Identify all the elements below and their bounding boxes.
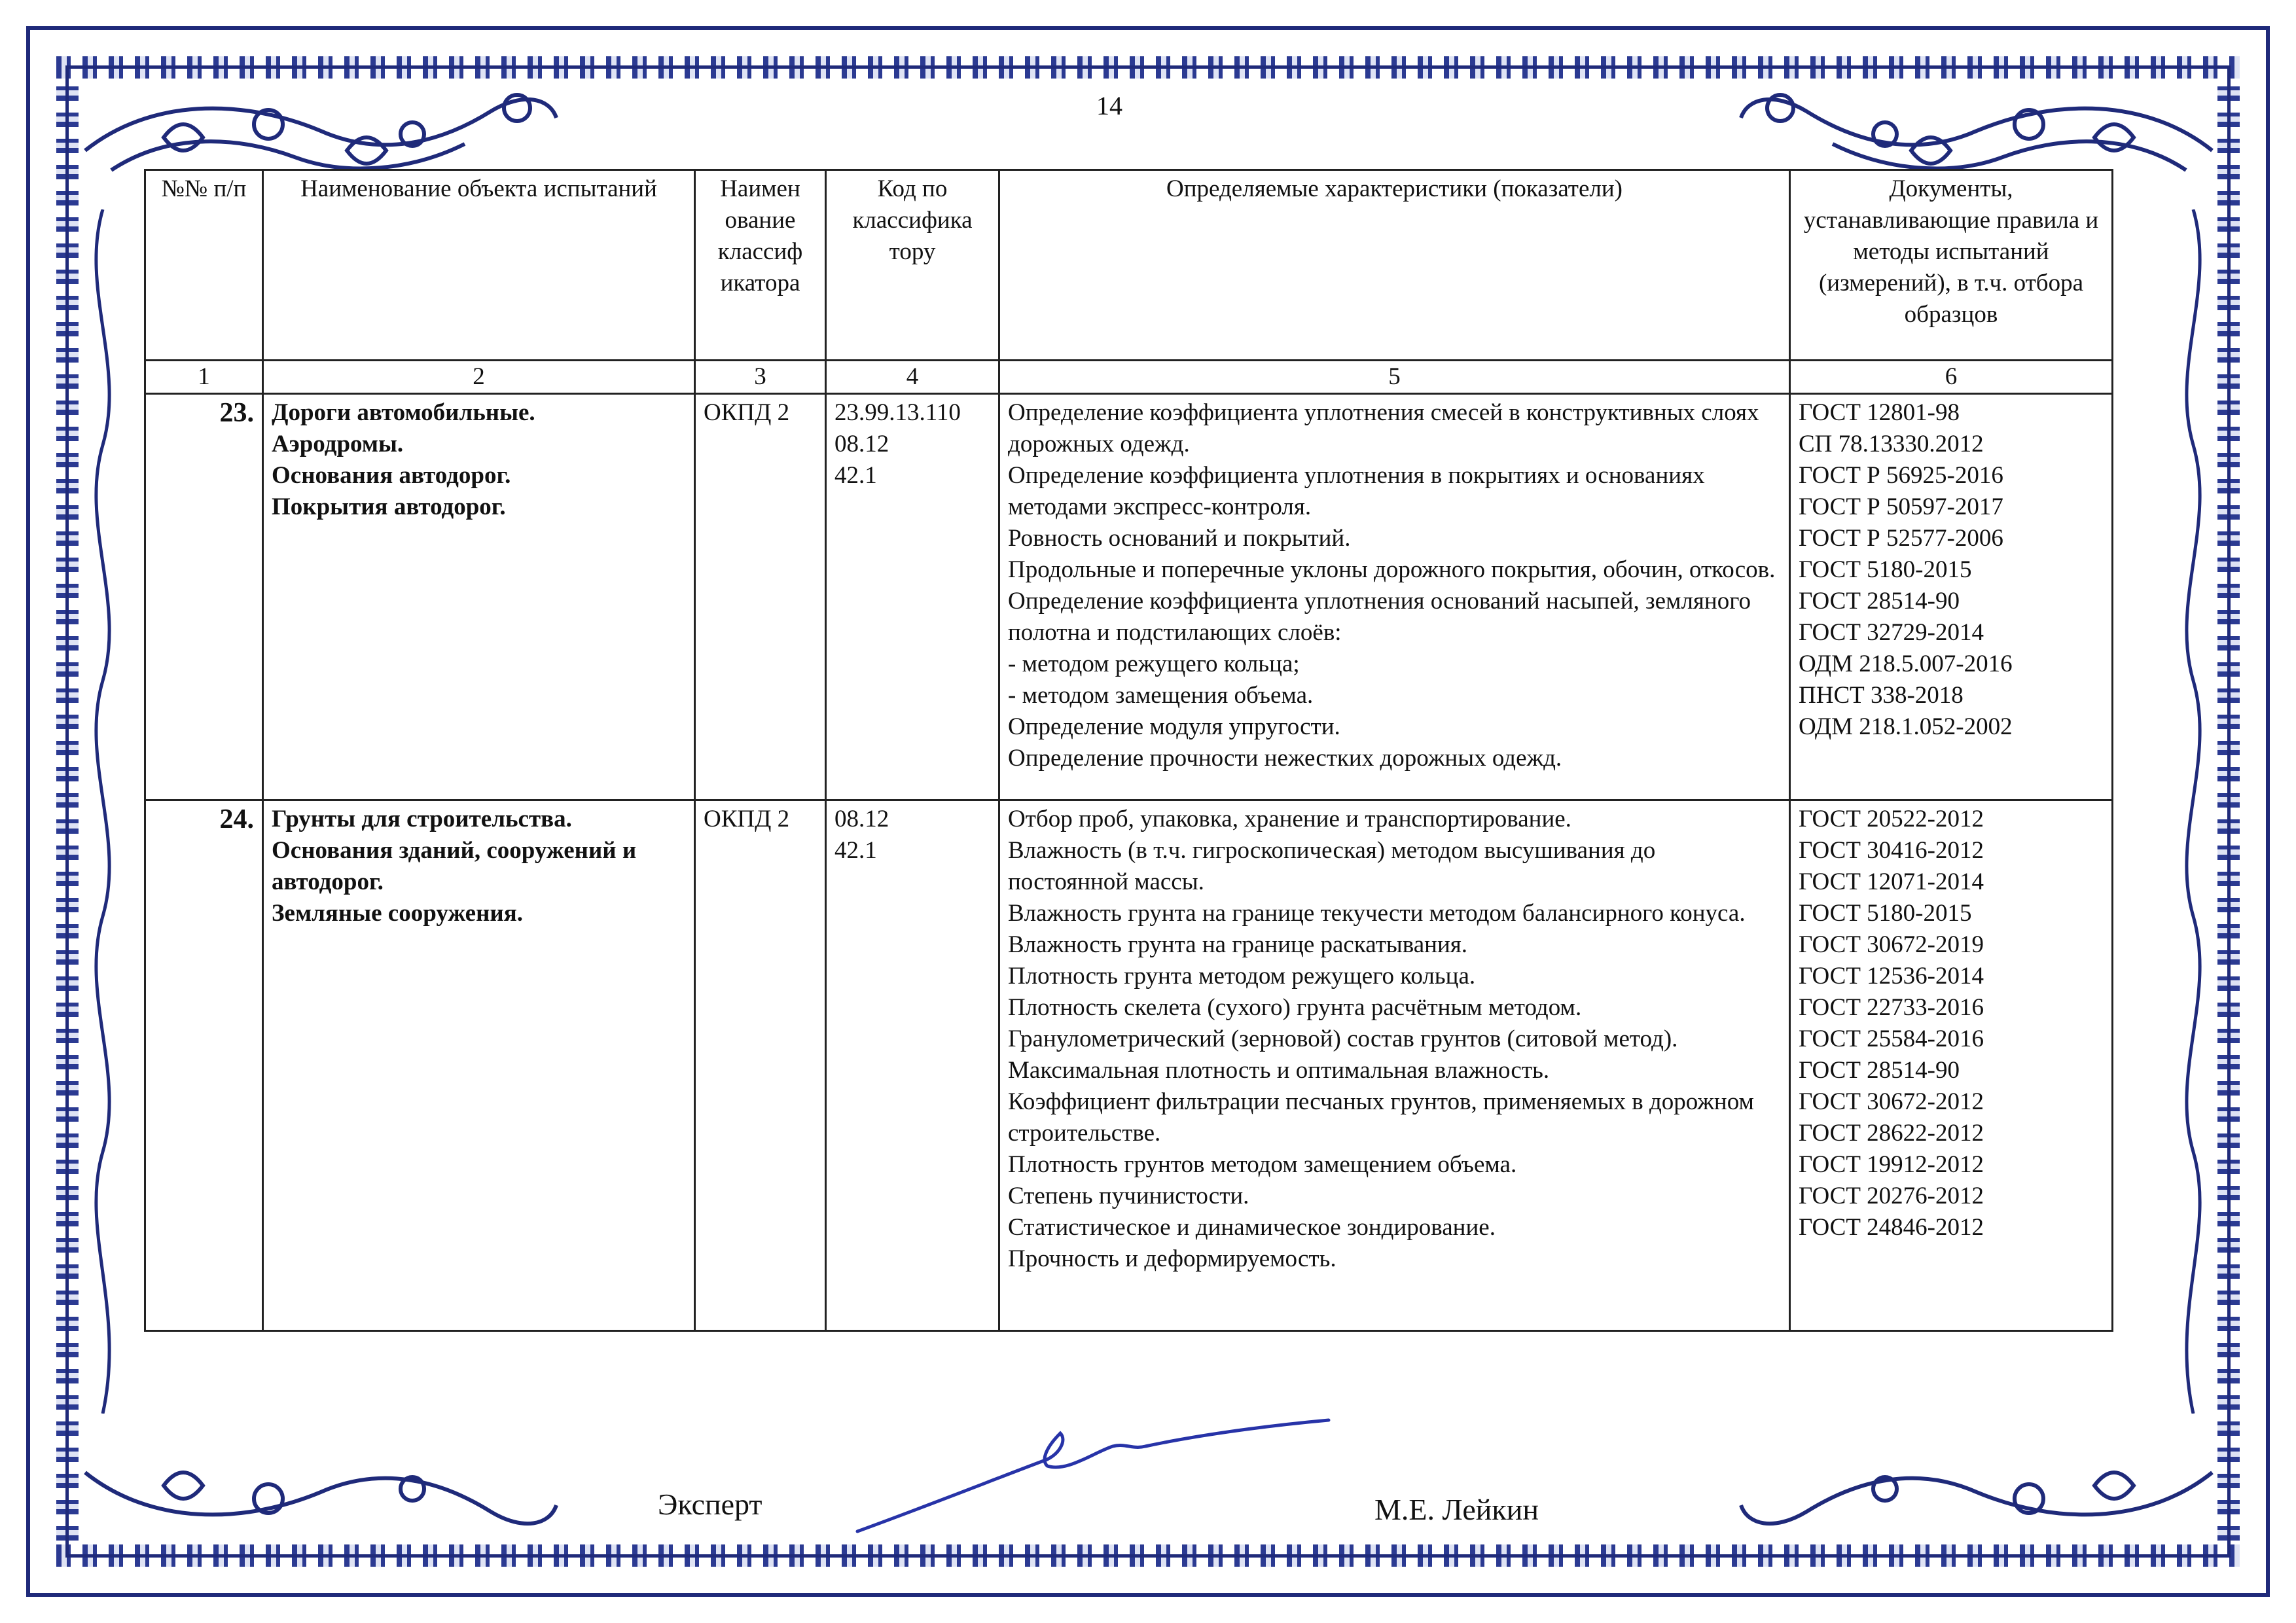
document-item: ГОСТ 32729-2014 (1799, 619, 1984, 646)
object-line: Дороги автомобильные. (272, 399, 535, 426)
document-item: ГОСТ 25584-2016 (1799, 1026, 1984, 1052)
document-item: ГОСТ 20276-2012 (1799, 1183, 1984, 1209)
column-number: 2 (263, 361, 695, 394)
object-line: Основания зданий, сооружений и автодорог. (272, 837, 637, 895)
documents-cell (1790, 800, 2113, 1331)
characteristic-item: Ровность оснований и покрытий. (1008, 525, 1351, 552)
characteristic-item: Статистическое и динамическое зондирование. (1008, 1214, 1496, 1241)
document-item: ОДМ 218.1.052-2002 (1799, 713, 2013, 740)
column-number: 5 (999, 361, 1790, 394)
column-number: 3 (695, 361, 826, 394)
column-number: 6 (1790, 361, 2113, 394)
document-item: ОДМ 218.5.007-2016 (1799, 651, 2013, 677)
ornament-right-vine-icon (2164, 209, 2223, 1414)
header-classifier: Наимен ование классиф икатора (695, 170, 826, 361)
object-line: Аэродромы. (272, 431, 404, 457)
characteristic-item: Плотность грунта методом режущего кольца. (1008, 963, 1476, 990)
column-number-row (145, 361, 2113, 394)
document-item: ГОСТ Р 52577-2006 (1799, 525, 2003, 552)
code-line: 42.1 (834, 837, 877, 864)
characteristic-item: Гранулометрический (зерновой) состав грунтов (ситовой метод). (1008, 1026, 1678, 1052)
document-item: ГОСТ 24846-2012 (1799, 1214, 1984, 1241)
test-objects-table (144, 169, 2113, 1332)
object-line: Грунты для строительства. (272, 806, 572, 832)
characteristic-item: - методом замещения объема. (1008, 682, 1314, 709)
characteristic-item: Определение прочности нежестких дорожных одежд. (1008, 745, 1562, 772)
object-line: Земляные сооружения. (272, 900, 524, 927)
object-line: Покрытия автодорог. (272, 493, 506, 520)
characteristic-item: Определение коэффициента уплотнения в покрытиях и основаниях методами экспресс-контроля. (1008, 462, 1705, 520)
characteristic-item: Влажность грунта на границе раскатывания. (1008, 931, 1468, 958)
document-item: ГОСТ 30672-2019 (1799, 931, 1984, 958)
document-item: ГОСТ 5180-2015 (1799, 556, 1972, 583)
characteristics-cell (999, 394, 1790, 800)
code-cell (826, 800, 999, 1331)
table-header-row (145, 170, 2113, 361)
document-item: ГОСТ Р 50597-2017 (1799, 493, 2003, 520)
characteristic-item: Коэффициент фильтрации песчаных грунтов, применяемых в дорожном строительстве. (1008, 1088, 1754, 1147)
document-item: ГОСТ Р 56925-2016 (1799, 462, 2003, 489)
ornament-bottom-right-icon (1728, 1427, 2225, 1551)
document-item: СП 78.13330.2012 (1799, 431, 1984, 457)
object-line: Основания автодорог. (272, 462, 511, 489)
object-cell (263, 800, 695, 1331)
document-item: ГОСТ 28514-90 (1799, 1057, 1960, 1084)
column-number: 4 (826, 361, 999, 394)
header-code: Код по классифика тору (826, 170, 999, 361)
page-number: 14 (1096, 91, 1122, 120)
characteristic-item: Плотность грунтов методом замещением объема. (1008, 1151, 1517, 1178)
header-object: Наименование объекта испытаний (263, 170, 695, 361)
document-item: ГОСТ 5180-2015 (1799, 900, 1972, 927)
expert-name: М.Е. Лейкин (1374, 1493, 1539, 1526)
characteristic-item: Определение коэффициента уплотнения оснований насыпей, земляного полотна и подстилающих слоёв: (1008, 588, 1751, 646)
characteristic-item: Влажность грунта на границе текучести методом балансирного конуса. (1008, 900, 1746, 927)
document-item: ГОСТ 12801-98 (1799, 399, 1960, 426)
document-item: ГОСТ 28514-90 (1799, 588, 1960, 615)
characteristic-item: Определение коэффициента уплотнения смесей в конструктивных слоях дорожных одежд. (1008, 399, 1759, 457)
characteristic-item: Прочность и деформируемость. (1008, 1245, 1336, 1272)
characteristics-cell (999, 800, 1790, 1331)
document-item: ГОСТ 22733-2016 (1799, 994, 1984, 1021)
header-number: №№ п/п (145, 170, 263, 361)
row-number: 23. (145, 394, 263, 800)
document-item: ГОСТ 28622-2012 (1799, 1120, 1984, 1147)
document-item: ГОСТ 20522-2012 (1799, 806, 1984, 832)
characteristic-item: - методом режущего кольца; (1008, 651, 1300, 677)
characteristic-item: Максимальная плотность и оптимальная влажность. (1008, 1057, 1550, 1084)
document-item: ГОСТ 19912-2012 (1799, 1151, 1984, 1178)
characteristic-item: Степень пучинистости. (1008, 1183, 1249, 1209)
header-documents: Документы, устанавливающие правила и методы испытаний (измерений), в т.ч. отбора образцов (1790, 170, 2113, 361)
documents-cell (1790, 394, 2113, 800)
code-line: 08.12 (834, 806, 889, 832)
object-cell (263, 394, 695, 800)
classifier-cell: ОКПД 2 (695, 800, 826, 1331)
classifier-cell: ОКПД 2 (695, 394, 826, 800)
ornament-left-vine-icon (73, 209, 132, 1414)
signature-icon (851, 1407, 1335, 1538)
characteristic-item: Определение модуля упругости. (1008, 713, 1340, 740)
code-line: 42.1 (834, 462, 877, 489)
code-cell (826, 394, 999, 800)
characteristic-item: Плотность скелета (сухого) грунта расчётным методом. (1008, 994, 1582, 1021)
characteristic-item: Влажность (в т.ч. гигроскопическая) методом высушивания до постоянной массы. (1008, 837, 1656, 895)
document-item: ГОСТ 30672-2012 (1799, 1088, 1984, 1115)
document-item: ГОСТ 30416-2012 (1799, 837, 1984, 864)
table-row (145, 394, 2113, 800)
code-line: 08.12 (834, 431, 889, 457)
signature-label: Эксперт (658, 1488, 762, 1521)
row-number: 24. (145, 800, 263, 1331)
column-number: 1 (145, 361, 263, 394)
code-line: 23.99.13.110 (834, 399, 961, 426)
header-characteristics: Определяемые характеристики (показатели) (999, 170, 1790, 361)
ornament-bottom-left-icon (72, 1427, 569, 1551)
characteristic-item: Продольные и поперечные уклоны дорожного покрытия, обочин, откосов. (1008, 556, 1776, 583)
table-row (145, 800, 2113, 1331)
document-item: ПНСТ 338-2018 (1799, 682, 1964, 709)
document-item: ГОСТ 12071-2014 (1799, 868, 1984, 895)
characteristic-item: Отбор проб, упаковка, хранение и транспортирование. (1008, 806, 1571, 832)
document-item: ГОСТ 12536-2014 (1799, 963, 1984, 990)
